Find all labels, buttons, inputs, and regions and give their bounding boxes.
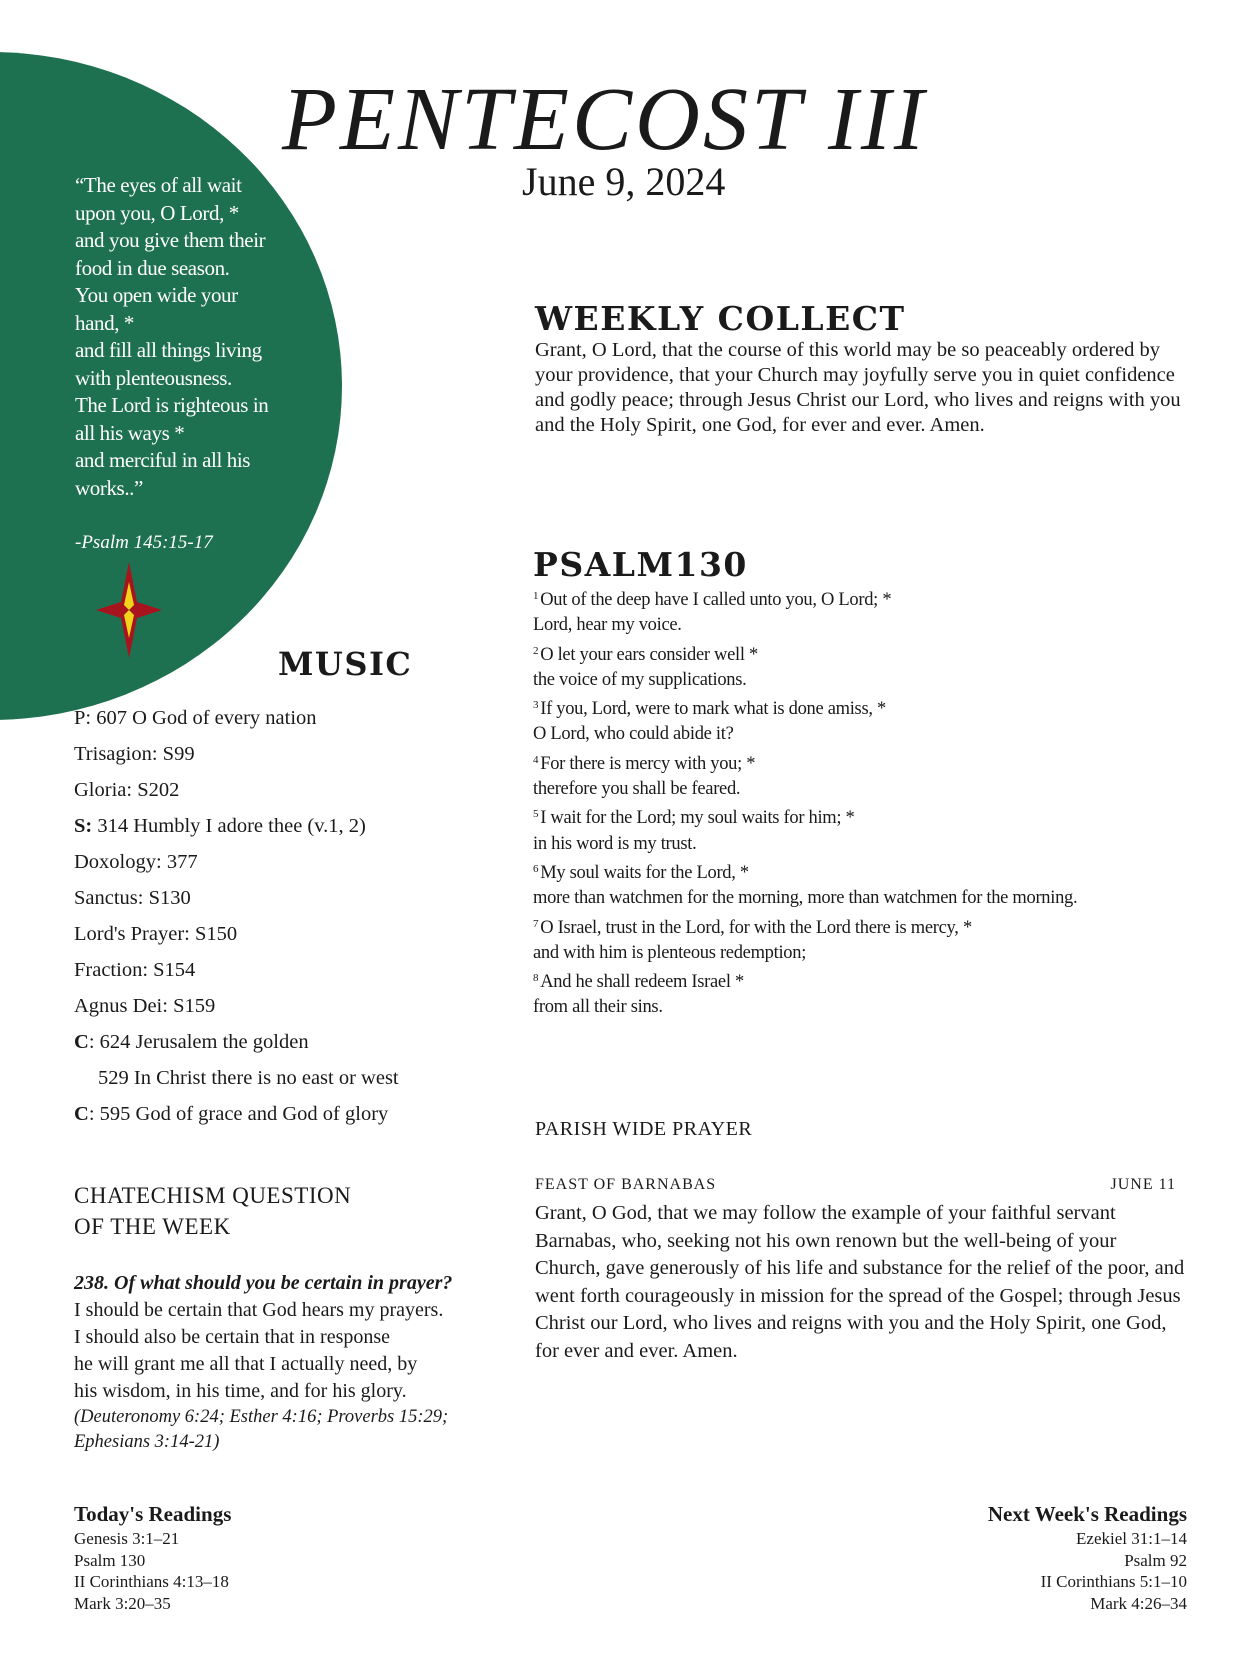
catechism-block (74, 1270, 494, 1455)
music-item: Lord's Prayer: S150 (74, 923, 238, 945)
music-item: C: 595 God of grace and God of glory (74, 1103, 389, 1125)
music-item: Gloria: S202 (74, 779, 180, 801)
music-item: Fraction: S154 (74, 959, 196, 981)
psalm-verse-line: $^1$ Out of the deep have I called unto you, O Lord; * (533, 590, 892, 610)
catechism-answer-line: I should also be certain that in response (74, 1326, 391, 1348)
reading-item: Genesis 3:1–21 (74, 1529, 180, 1548)
psalm-verse-line: in his word is my trust. (533, 833, 697, 854)
catechism-references: (Deuteronomy 6:24; Esther 4:16; Proverbs 15:29; (74, 1407, 449, 1427)
quote-line: all his ways * (75, 420, 185, 445)
music-item: Sanctus: S130 (74, 887, 191, 909)
music-item: Trisagion: S99 (74, 743, 195, 765)
psalm-verse-line: and with him is plenteous redemption; (533, 942, 807, 963)
music-item: 529 In Christ there is no east or west (98, 1067, 399, 1089)
psalm-verse-line: $^8$ And he shall redeem Israel * (533, 972, 744, 993)
next-week-readings (988, 1500, 1187, 1614)
catechism-question: 238. Of what should you be certain in prayer? (74, 1272, 453, 1294)
reading-item: Psalm 130 (74, 1550, 146, 1570)
reading-item: II Corinthians 5:1–10 (1040, 1572, 1187, 1591)
psalm-quote (75, 172, 305, 502)
catechism-answer-line: I should be certain that God hears my prayers. (74, 1299, 444, 1321)
quote-line: upon you, O Lord, * (75, 200, 239, 225)
quote-line: food in due season. (75, 255, 230, 280)
psalm-verse-line: the voice of my supplications. (533, 669, 747, 690)
quote-line: and you give them their (75, 228, 266, 252)
psalm130-text (533, 584, 1193, 1021)
todays-readings-heading: Today's Readings (74, 1502, 232, 1526)
reading-item: Mark 4:26–34 (1090, 1593, 1187, 1613)
parish-prayer-heading: PARISH WIDE PRAYER (535, 1118, 753, 1140)
quote-line: with plenteousness. (75, 365, 232, 390)
music-item: C: 624 Jerusalem the golden (74, 1031, 309, 1053)
weekly-collect-heading: WEEKLY COLLECT (535, 299, 906, 338)
page-date: June 9, 2024 (522, 159, 726, 204)
page-title: PENTECOST III (282, 70, 927, 169)
music-item: S: 314 Humbly I adore thee (v.1, 2) (74, 815, 366, 837)
music-item: Doxology: 377 (74, 851, 198, 873)
quote-line: “The eyes of all wait (75, 173, 242, 197)
quote-line: works..” (75, 475, 143, 500)
catechism-heading: CHATECHISM QUESTION OF THE WEEK (74, 1183, 352, 1239)
feast-date: JUNE 11 (1110, 1176, 1176, 1193)
catechism-answer-line: his wisdom, in his time, and for his glory. (74, 1380, 407, 1402)
music-heading: MUSIC (278, 645, 413, 683)
music-item: Agnus Dei: S159 (74, 995, 216, 1017)
reading-item: Ezekiel 31:1–14 (1076, 1529, 1187, 1548)
next-readings-heading: Next Week's Readings (987, 1502, 1187, 1526)
quote-line: The Lord is righteous in (75, 393, 269, 417)
psalm-verse-line: therefore you shall be feared. (533, 779, 741, 800)
psalm-verse-line: from all their sins. (533, 997, 663, 1018)
compass-star-icon (96, 562, 162, 658)
reading-item: II Corinthians 4:13–18 (74, 1572, 229, 1591)
psalm-verse-line: more than watchmen for the morning, more than watchmen for the morning. (533, 888, 1078, 909)
psalm-verse-line: Lord, hear my voice. (533, 615, 682, 636)
psalm-verse-line: $^5$ I wait for the Lord; my soul waits for him; * (533, 808, 855, 829)
psalm-verse-line: $^2$ O let your ears consider well * (533, 644, 758, 665)
psalm-verse-line: O Lord, who could abide it? (533, 724, 734, 745)
quote-line: You open wide your (75, 283, 238, 307)
psalm-verse-line: $^6$ My soul waits for the Lord, * (533, 862, 749, 883)
quote-reference: -Psalm 145:15-17 (75, 532, 213, 553)
weekly-collect-text: Grant, O Lord, that the course of this world may be so peaceably ordered by your providence, that your Church may joyfully serve you in quiet confidence and godly peace; through Jesus Christ our Lord, who lives and reigns with you and the Holy Spirit, one God, for ever and ever. Amen. (535, 339, 1181, 436)
music-item: P: 607 O God of every nation (74, 707, 317, 729)
reading-item: Psalm 92 (1124, 1550, 1187, 1570)
catechism-answer-line: he will grant me all that I actually need, by (74, 1353, 418, 1375)
quote-line: and merciful in all his (75, 448, 251, 472)
psalm130-heading: PSALM130 (533, 545, 748, 584)
quote-line: hand, * (75, 310, 135, 335)
todays-readings (74, 1500, 231, 1614)
psalm-verse-line: $^4$ For there is mercy with you; * (533, 753, 756, 774)
psalm-verse-line: $^7$ O Israel, trust in the Lord, for with the Lord there is mercy, * (533, 917, 972, 938)
psalm-verse-line: $^3$ If you, Lord, were to mark what is done amiss, * (533, 699, 886, 720)
catechism-references: Ephesians 3:14-21) (74, 1432, 220, 1452)
quote-line: and fill all things living (75, 338, 262, 362)
feast-name: FEAST OF BARNABAS (535, 1176, 717, 1193)
music-list (74, 700, 494, 1132)
reading-item: Mark 3:20–35 (74, 1593, 171, 1613)
parish-prayer-text: Grant, O God, that we may follow the example of your faithful servant Barnabas, who, seeking not his own renown but the well-being of your Church, gave generously of his life and substance for the relief of the poor, and went forth courageously in mission for the spread of the Gospel; through Jesus Christ our Lord, who lives and reigns with you and the Holy Spirit, one God, for ever and ever. Amen. (535, 1202, 1185, 1362)
feast-row (535, 1176, 1176, 1194)
